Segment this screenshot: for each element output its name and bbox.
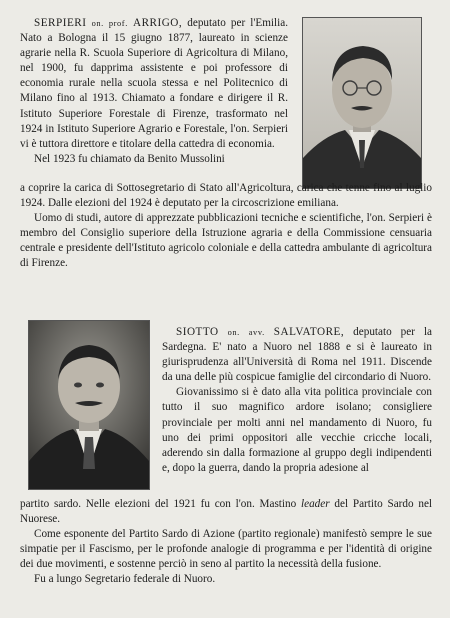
bio-text: del Partito Sardo nel Nuorese. [20, 498, 433, 526]
firstname: SALVATORE, [273, 326, 345, 338]
bio-paragraph: Nel 1923 fu chiamato da Benito Mussolini [34, 152, 225, 165]
bio-paragraph [20, 497, 432, 527]
titles: on. avv. [227, 328, 265, 337]
bio-paragraph: Fu a lungo Segretario federale di Nuoro. [34, 573, 216, 586]
bio-paragraph: Come esponente del Partito Sardo di Azione (partito regionale) manifestò sempre le sue simpatie per il Fascismo, per le profonde analogie di programma e per l'identità di origine dei due movimenti, e sostenne perciò in seno al partito la necessità della fusione. [20, 528, 432, 571]
portrait-siotto [28, 320, 150, 490]
bio-siotto-top [162, 325, 432, 476]
surname: SIOTTO [176, 326, 219, 338]
bio-serpieri-bottom [20, 181, 432, 272]
firstname: ARRIGO, [133, 17, 183, 29]
bio-paragraph: a coprire la carica di Sottosegretario di Stato all'Agricoltura, carica che tenne fino al luglio 1924. Dalle elezioni del 1924 è deputato per la circoscrizione emiliana. [20, 182, 432, 210]
bio-siotto-lead [162, 325, 432, 385]
bio-siotto-bottom [20, 497, 432, 588]
bio-serpieri-lead [20, 16, 288, 152]
bio-text-italic: leader [301, 498, 330, 510]
bio-text: deputato per la Sardegna. E' nato a Nuoro nel 1888 e si è laureato in giurisprudenza all'Università di Roma nel 1911. Discende da una delle più cospicue famiglie del circondario di Nuoro. [162, 326, 433, 384]
bio-paragraph: Giovanissimo si è dato alla vita politica provinciale con tutto il suo magnifico ardore isolano; consigliere provinciale per molti anni nel mandamento di Nuoro, fu uno dei primi oppositori alle vecchie cricche locali, aderendo sin dalla formazione al gruppo degli indipendenti e, dopo la guerra, dando la propria adesione al [162, 386, 432, 474]
titles: on. prof. [91, 19, 128, 28]
portrait-serpieri [302, 17, 422, 189]
surname: SERPIERI [34, 17, 87, 29]
bio-text: partito sardo. Nelle elezioni del 1921 fu con l'on. Mastino [20, 498, 297, 510]
bio-text: deputato per l'Emilia. Nato a Bologna il 15 giugno 1877, laureato in scienze agrarie nella R. Scuola Superiore di Agricoltura di Milano, nel 1900, fu dapprima assistente e poi professore di economia rurale nella scuola stessa e nel Politecnico di Milano fino al 1913. Chiamato a fondare e dirigere il R. Istituto Superiore Forestale di Firenze, trasformato nel 1924 in Istituto Superiore Agrario e Forestale, l'on. Serpieri vi è tuttora direttore e titolare della cattedra di economia. [20, 17, 289, 150]
bio-paragraph: Uomo di studi, autore di apprezzate pubblicazioni tecniche e scientifiche, l'on. Serpieri è membro del Consiglio superiore della Istruzione agraria e della Commissione censuaria centrale e presidente dell'Istituto agricolo coloniale e della cattedra ambulante di agricoltura di Firenze. [20, 212, 432, 270]
bio-serpieri-top [20, 16, 288, 167]
